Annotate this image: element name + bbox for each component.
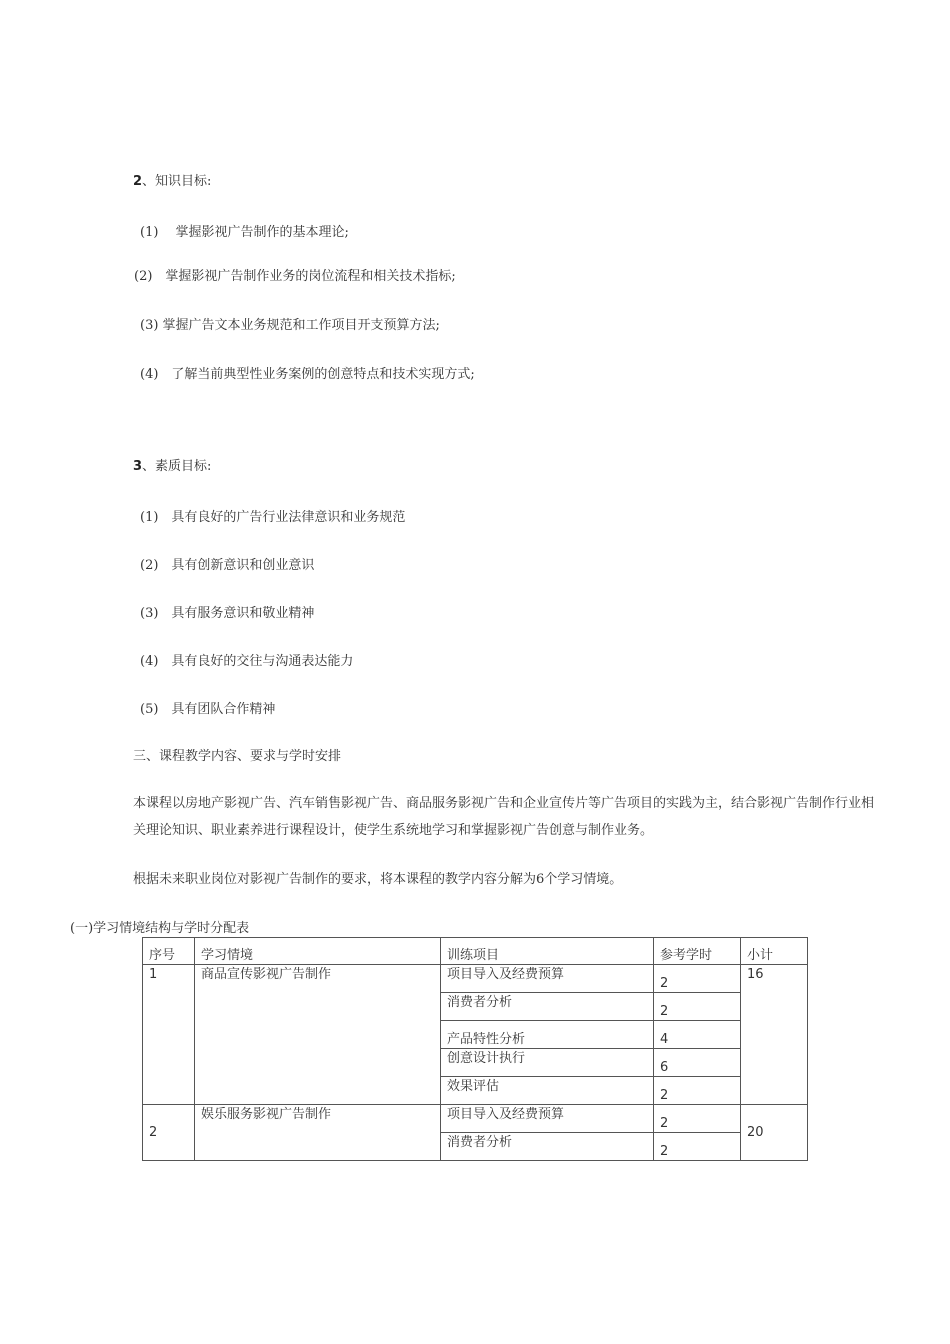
- knowledge-item: (3) 掌握广告文本业务规范和工作项目开支预算方法;: [140, 318, 440, 333]
- row-situation: 商品宣传影视广告制作: [195, 965, 441, 1105]
- row-project: 项目导入及经费预算: [441, 1105, 654, 1133]
- learning-situation-table: [142, 937, 808, 1161]
- table-row: [143, 1105, 808, 1133]
- row-project: 产品特性分析: [441, 1021, 654, 1049]
- header-situation: 学习情境: [195, 938, 441, 965]
- quality-item: (2) 具有创新意识和创业意识: [140, 558, 315, 573]
- row-hours: 2: [654, 1105, 741, 1133]
- quality-goals-heading: [133, 458, 211, 476]
- row-no: 1: [143, 965, 195, 1105]
- row-project: 项目导入及经费预算: [441, 965, 654, 993]
- table-row: [143, 965, 808, 993]
- knowledge-goals-heading: [133, 173, 211, 191]
- table-header-row: [143, 938, 808, 965]
- knowledge-item: (2) 掌握影视广告制作业务的岗位流程和相关技术指标;: [134, 269, 456, 284]
- quality-item: (3) 具有服务意识和敬业精神: [140, 606, 315, 621]
- row-project: 效果评估: [441, 1077, 654, 1105]
- row-situation: 娱乐服务影视广告制作: [195, 1105, 441, 1161]
- quality-heading-text: 、素质目标:: [142, 459, 212, 474]
- row-hours: 2: [654, 1133, 741, 1161]
- header-project: 训练项目: [441, 938, 654, 965]
- section-three-title: 三、课程教学内容、要求与学时安排: [133, 749, 342, 764]
- decompose-paragraph: 根据未来职业岗位对影视广告制作的要求，将本课程的教学内容分解为6个学习情境。: [133, 872, 623, 887]
- knowledge-item: (4) 了解当前典型性业务案例的创意特点和技术实现方式;: [140, 367, 475, 382]
- knowledge-heading-number: 2: [133, 174, 143, 189]
- row-subtotal: 20: [741, 1105, 808, 1161]
- quality-item: (5) 具有团队合作精神: [140, 702, 276, 717]
- row-project: 创意设计执行: [441, 1049, 654, 1077]
- row-hours: 6: [654, 1049, 741, 1077]
- row-no: 2: [143, 1105, 195, 1161]
- header-hours: 参考学时: [654, 938, 741, 965]
- table-caption: (一)学习情境结构与学时分配表: [70, 921, 250, 936]
- row-hours: 2: [654, 965, 741, 993]
- row-hours: 4: [654, 1021, 741, 1049]
- quality-item: (1) 具有良好的广告行业法律意识和业务规范: [140, 510, 406, 525]
- row-hours: 2: [654, 993, 741, 1021]
- row-hours: 2: [654, 1077, 741, 1105]
- quality-item: (4) 具有良好的交往与沟通表达能力: [140, 654, 354, 669]
- header-no: 序号: [143, 938, 195, 965]
- intro-paragraph: 本课程以房地产影视广告、汽车销售影视广告、商品服务影视广告和企业宣传片等广告项目的实践为主，结合影视广告制作行业相关理论知识、职业素养进行课程设计，使学生系统地学习和掌握影视广告创意与制作业务。: [133, 796, 875, 838]
- quality-heading-number: 3: [133, 459, 143, 474]
- knowledge-heading-text: 、知识目标:: [142, 174, 212, 189]
- knowledge-item: (1) 掌握影视广告制作的基本理论;: [140, 225, 349, 240]
- row-project: 消费者分析: [441, 993, 654, 1021]
- row-project: 消费者分析: [441, 1133, 654, 1161]
- row-subtotal: 16: [741, 965, 808, 1105]
- header-subtotal: 小计: [741, 938, 808, 965]
